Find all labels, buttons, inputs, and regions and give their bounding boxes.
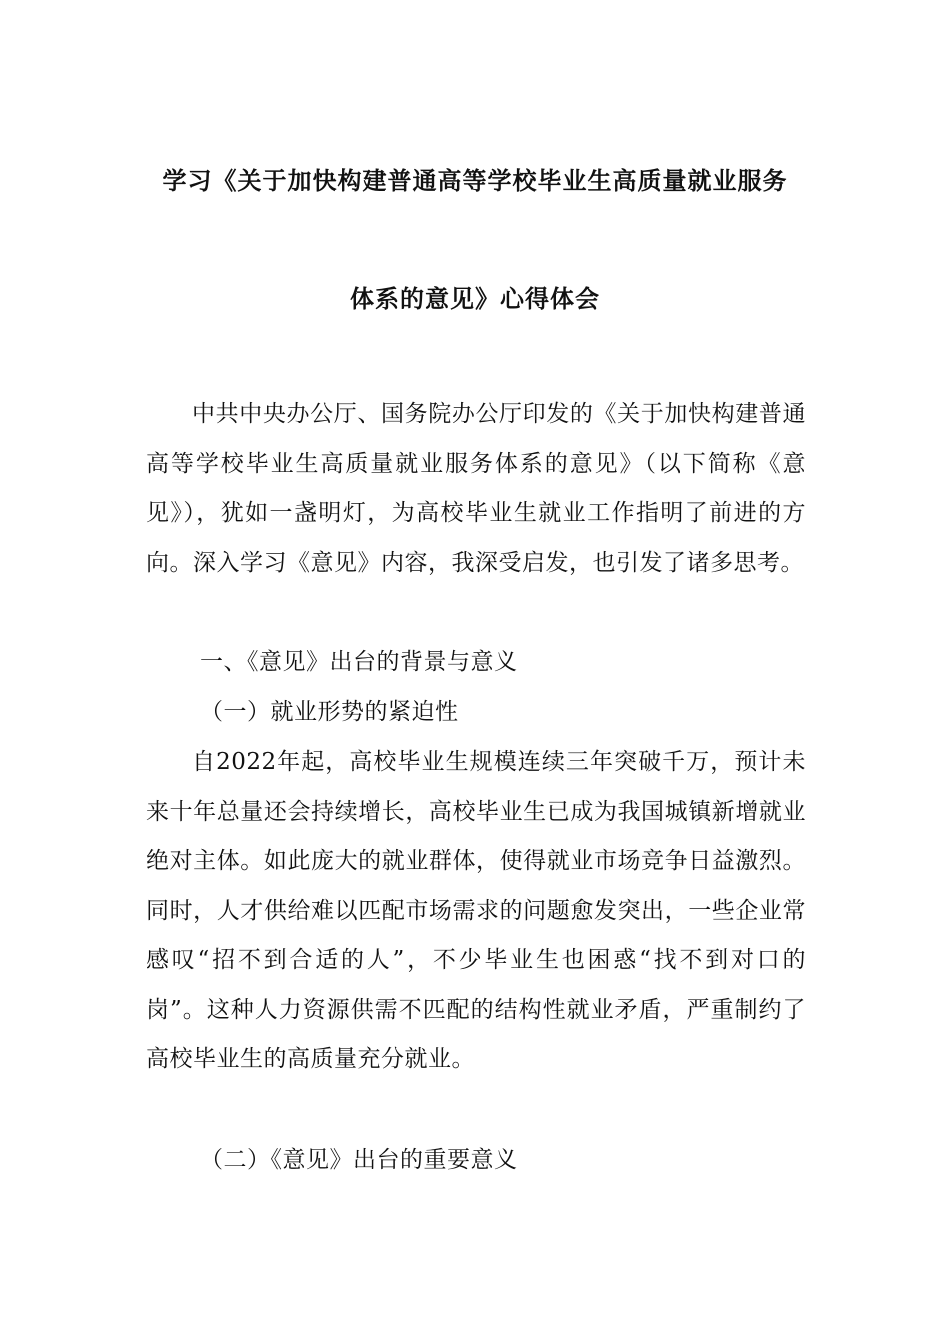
document-title-line-1: 学习《关于加快构建普通高等学校毕业生高质量就业服务 xyxy=(162,167,788,195)
subsection-1-paragraph: 自2022年起，高校毕业生规模连续三年突破千万，预计未来十年总量还会持续增长，高校毕业生已成为我国城镇新增就业绝对主体。如此庞大的就业群体，使得就业市场竞争日益激烈。同时，人才供给难以匹配市场需求的问题愈发突出，一些企业常感叹“招不到合适的人”，不少毕业生也困惑“找不到对口的岗”。这种人力资源供需不匹配的结构性就业矛盾，严重制约了高校毕业生的高质量充分就业。 xyxy=(146,749,806,1072)
document-title-line-2: 体系的意见》心得体会 xyxy=(350,285,600,313)
subsection-1-heading: （一）就业形势的紧迫性 xyxy=(200,699,459,725)
subsection-2-heading: （二）《意见》出台的重要意义 xyxy=(200,1147,518,1173)
section-1-heading: 一、《意见》出台的背景与意义 xyxy=(200,649,518,675)
intro-paragraph: 中共中央办公厅、国务院办公厅印发的《关于加快构建普通高等学校毕业生高质量就业服务体系的意见》（以下简称《意见》），犹如一盏明灯，为高校毕业生就业工作指明了前进的方向。深入学习《意见》内容，我深受启发，也引发了诸多思考。 xyxy=(146,401,806,576)
